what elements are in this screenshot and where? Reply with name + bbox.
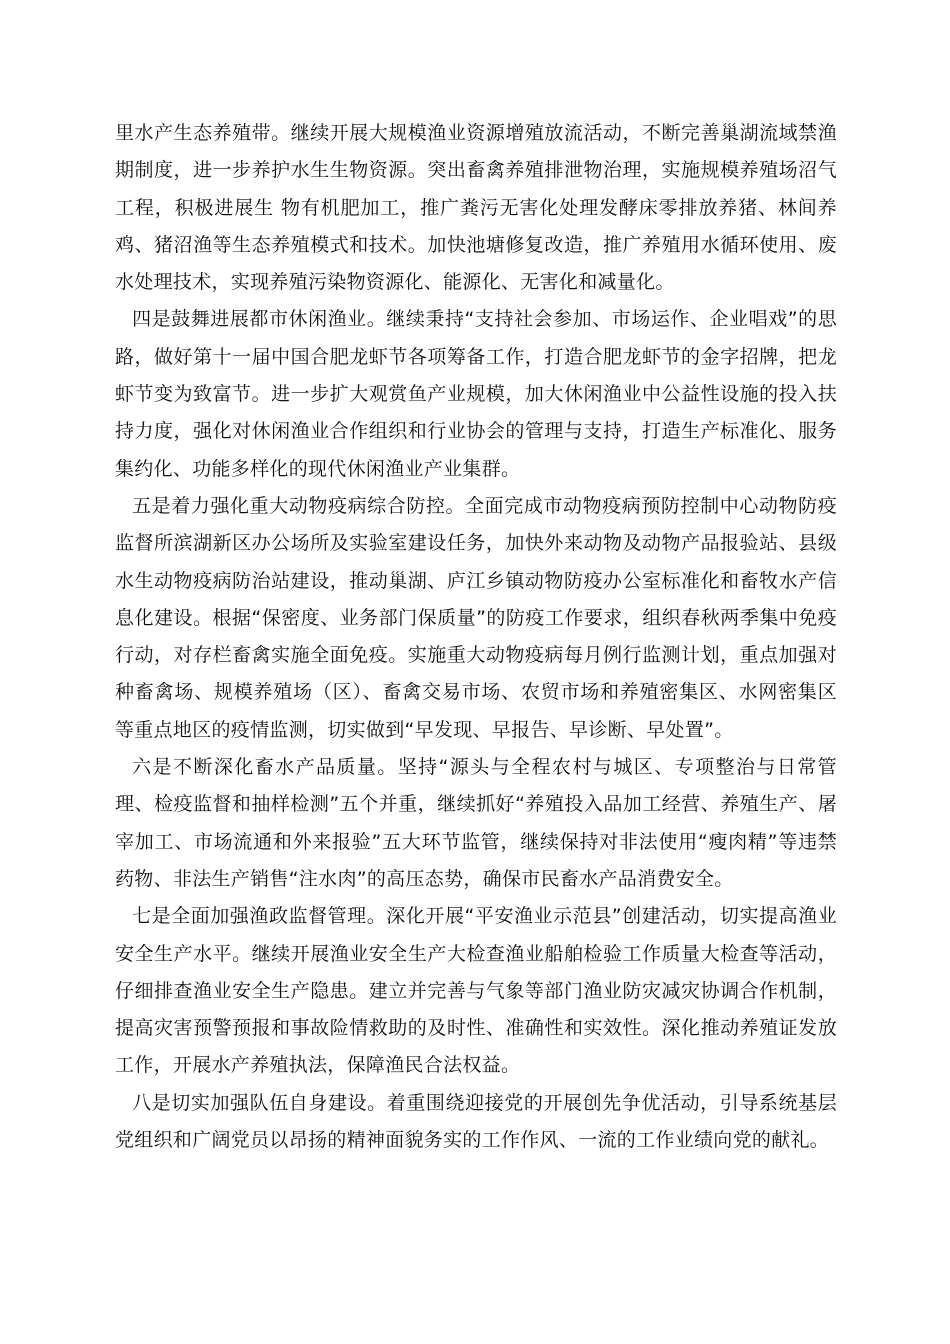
paragraph-item-4: 四是鼓舞进展都市休闲渔业。继续秉持“支持社会参加、市场运作、企业唱戏”的思路，做好第十一届中国合肥龙虾节各项筹备工作，打造合肥龙虾节的金字招牌，把龙虾节变为致富节。进一步扩大观赏鱼产业规模，加大休闲渔业中公益性设施的投入扶持力度，强化对休闲渔业合作组织和行业协会的管理与支持，打造生产标准化、服务集约化、功能多样化的现代休闲渔业产业集群。 bbox=[115, 308, 837, 480]
paragraph-continuation: 里水产生态养殖带。继续开展大规模渔业资源增殖放流活动，不断完善巢湖流域禁渔期制度，进一步养护水生生物资源。突出畜禽养殖排泄物治理，实施规模养殖场沼气工程，积极进展生 物有机肥加工，推广粪污无害化处理发酵床零排放养猪、林间养鸡、猪沼渔等生态养殖模式和技术。加快池塘修复改造，推广养殖用水循环使用、废水处理技术，实现养殖污染物资源化、能源化、无害化和减量化。 bbox=[115, 122, 837, 294]
paragraph-item-8: 八是切实加强队伍自身建设。着重围绕迎接党的开展创先争优活动，引导系统基层党组织和广阔党员以昂扬的精神面貌务实的工作作风、一流的工作业绩向党的献礼。 bbox=[115, 1091, 837, 1152]
paragraph-item-5: 五是着力强化重大动物疫病综合防控。全面完成市动物疫病预防控制中心动物防疫监督所滨湖新区办公场所及实验室建设任务，加快外来动物及动物产品报验站、县级水生动物疫病防治站建设，推动巢湖、庐江乡镇动物防疫办公室标准化和畜牧水产信息化建设。根据“保密度、业务部门保质量”的防疫工作要求，组织春秋两季集中免疫行动，对存栏畜禽实施全面免疫。实施重大动物疫病每月例行监测计划，重点加强对种畜禽场、规模养殖场（区）、畜禽交易市场、农贸市场和养殖密集区、水网密集区等重点地区的疫情监测，切实做到“早发现、早报告、早诊断、早处置”。 bbox=[115, 494, 837, 741]
document-body bbox=[115, 115, 837, 1159]
paragraph-item-7: 七是全面加强渔政监督管理。深化开展“平安渔业示范县”创建活动，切实提高渔业安全生产水平。继续开展渔业安全生产大检查渔业船舶检验工作质量大检查等活动，仔细排查渔业安全生产隐患。建立并完善与气象等部门渔业防灾减灾协调合作机制，提高灾害预警预报和事故险情救助的及时性、准确性和实效性。深化推动养殖证发放工作，开展水产养殖执法，保障渔民合法权益。 bbox=[115, 905, 837, 1077]
paragraph-item-6: 六是不断深化畜水产品质量。坚持“源头与全程农村与城区、专项整治与日常管理、检疫监督和抽样检测”五个并重，继续抓好“养殖投入品加工经营、养殖生产、屠宰加工、市场流通和外来报验”五大环节监管，继续保持对非法使用“瘦肉精”等违禁药物、非法生产销售“注水肉”的高压态势，确保市民畜水产品消费安全。 bbox=[115, 756, 837, 890]
